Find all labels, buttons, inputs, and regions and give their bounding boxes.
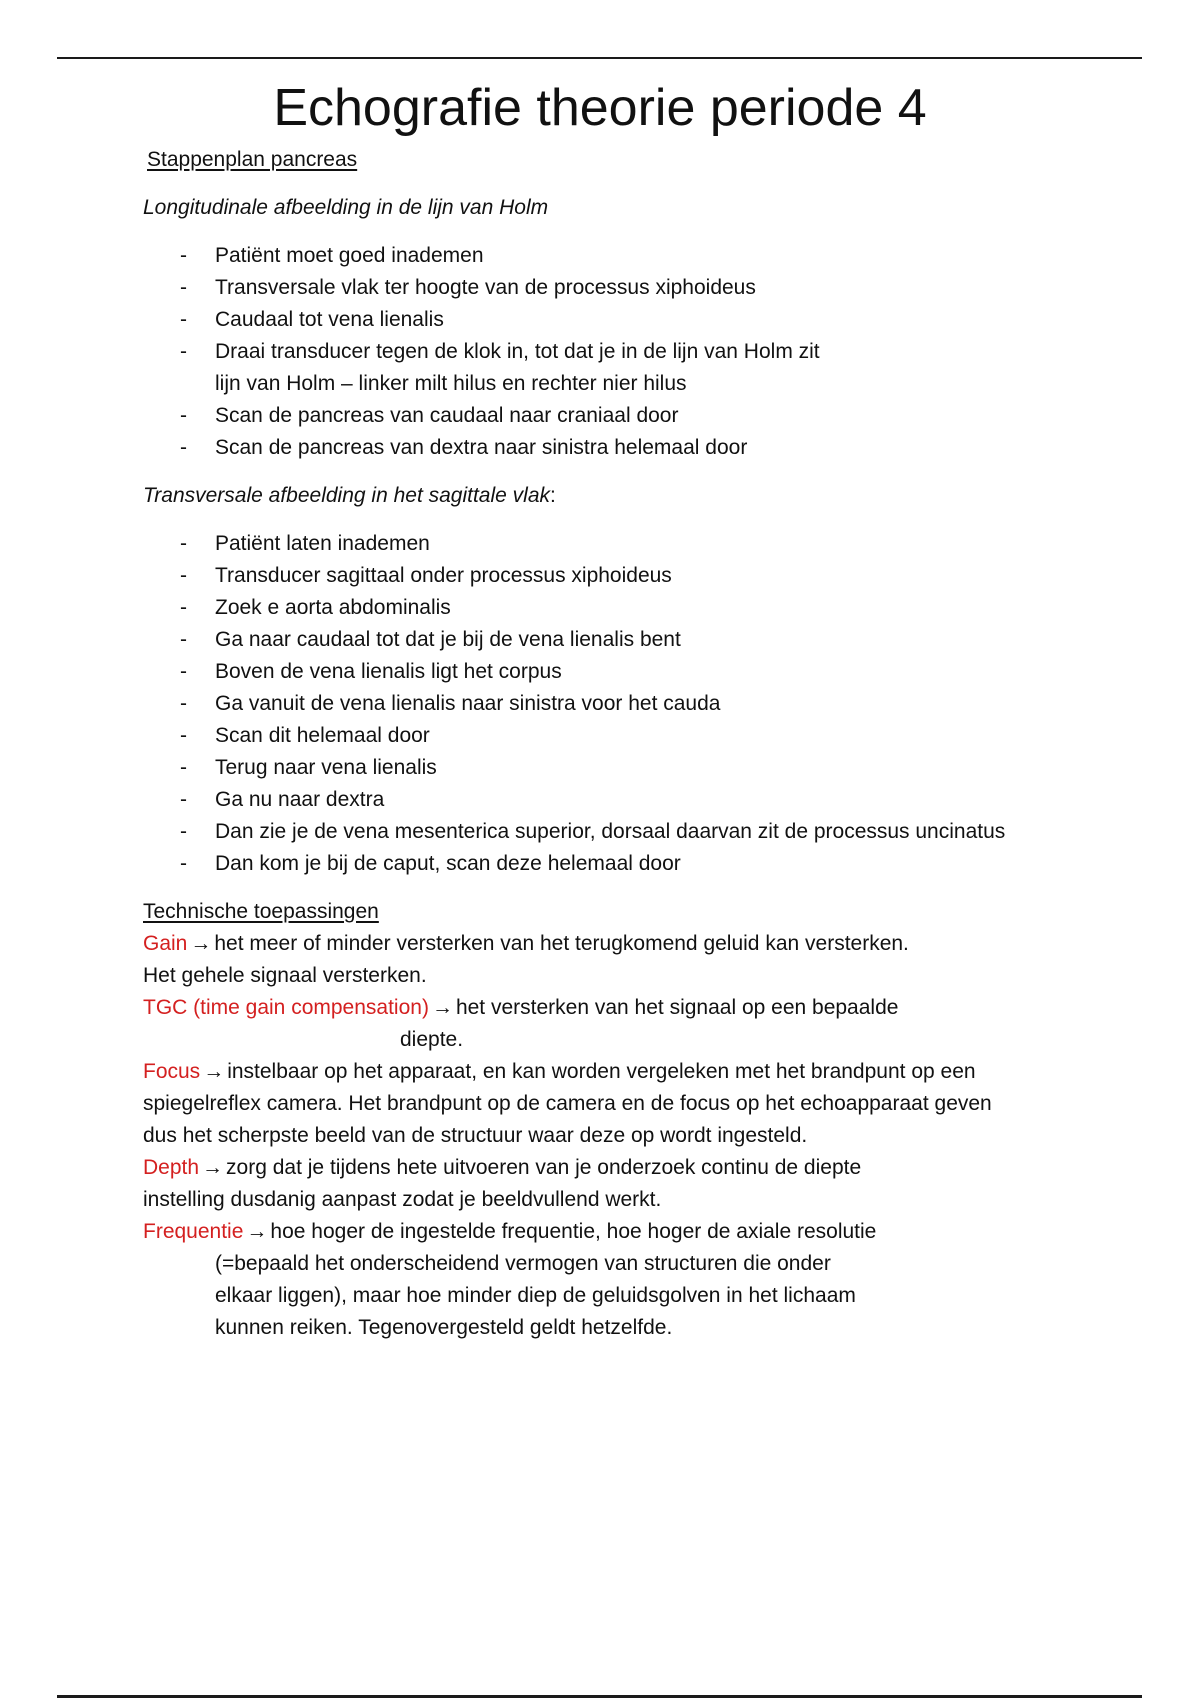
list-item: - Scan de pancreas van caudaal naar craniaal door: [143, 400, 1073, 432]
list-item: - Boven de vena lienalis ligt het corpus: [143, 656, 1073, 688]
definition-text: het meer of minder versterken van het terugkomend geluid kan versterken.: [214, 932, 909, 955]
definition-text: hoe hoger de ingestelde frequentie, hoe hoger de axiale resolutie: [270, 1220, 877, 1243]
list-item: - Scan dit helemaal door: [143, 720, 1073, 752]
definition-gain: [143, 928, 1073, 960]
list-item-continuation: lijn van Holm – linker milt hilus en rechter nier hilus: [215, 372, 687, 395]
definition-frequentie: [143, 1216, 1073, 1248]
term-tgc: TGC (time gain compensation): [143, 996, 429, 1019]
definition-text: dus het scherpste beeld van de structuur waar deze op wordt ingesteld.: [143, 1124, 808, 1147]
definition-text: instelbaar op het apparaat, en kan worden vergeleken met het brandpunt op een: [227, 1060, 976, 1083]
list-item: - Ga vanuit de vena lienalis naar sinistra voor het cauda: [143, 688, 1073, 720]
list-item: - Zoek e aorta abdominalis: [143, 592, 1073, 624]
arrow-right-icon: →: [202, 1156, 224, 1179]
list-item: - Dan kom je bij de caput, scan deze helemaal door: [143, 848, 1073, 880]
arrow-right-icon: →: [203, 1060, 225, 1083]
term-frequentie: Frequentie: [143, 1220, 244, 1243]
definition-text: elkaar liggen), maar hoe minder diep de geluidsgolven in het lichaam: [215, 1284, 856, 1307]
term-gain: Gain: [143, 932, 188, 955]
list-item: - Transversale vlak ter hoogte van de processus xiphoideus: [143, 272, 1073, 304]
list-item: - Scan de pancreas van dextra naar sinistra helemaal door: [143, 432, 1073, 464]
list-item: - Caudaal tot vena lienalis: [143, 304, 1073, 336]
list-item: - Patiënt laten inademen: [143, 528, 1073, 560]
subheading-transversale-label: Transversale afbeelding in het sagittale vlak: [143, 484, 551, 507]
list-item: - Patiënt moet goed inademen: [143, 240, 1073, 272]
list-item: - Terug naar vena lienalis: [143, 752, 1073, 784]
arrow-right-icon: →: [246, 1220, 268, 1243]
section-heading-stappenplan: Stappenplan pancreas: [147, 148, 358, 171]
definition-text: Het gehele signaal versterken.: [143, 964, 427, 987]
subheading-transversale: [143, 480, 1073, 512]
list-item: - Transducer sagittaal onder processus xiphoideus: [143, 560, 1073, 592]
page-title: Echografie theorie periode 4: [273, 79, 927, 137]
definition-text: kunnen reiken. Tegenovergesteld geldt hetzelfde.: [215, 1316, 673, 1339]
list-item: - Draai transducer tegen de klok in, tot dat je in de lijn van Holm zit: [143, 336, 1073, 368]
list-item: - Ga nu naar dextra: [143, 784, 1073, 816]
list-transversale: [143, 528, 1073, 880]
definition-depth: [143, 1152, 1073, 1184]
definition-text: zorg dat je tijdens hete uitvoeren van je onderzoek continu de diepte: [226, 1156, 862, 1179]
arrow-right-icon: →: [190, 932, 212, 955]
top-rule: [57, 57, 1142, 59]
definition-text: diepte.: [400, 1028, 464, 1051]
section-heading-technische: Technische toepassingen: [143, 900, 379, 923]
definition-tgc: [143, 992, 1073, 1024]
definition-text: (=bepaald het onderscheidend vermogen van structuren die onder: [215, 1252, 831, 1275]
document-body: [143, 144, 1073, 1344]
term-focus: Focus: [143, 1060, 201, 1083]
definition-text: spiegelreflex camera. Het brandpunt op de camera en de focus op het echoapparaat geven: [143, 1092, 992, 1115]
list-item: - Dan zie je de vena mesenterica superior, dorsaal daarvan zit de processus uncinatus: [143, 816, 1073, 848]
bottom-rule: [57, 1695, 1142, 1698]
definition-text: het versterken van het signaal op een bepaalde: [455, 996, 899, 1019]
list-item: - Ga naar caudaal tot dat je bij de vena lienalis bent: [143, 624, 1073, 656]
definition-focus: [143, 1056, 1073, 1088]
definition-text: instelling dusdanig aanpast zodat je beeldvullend werkt.: [143, 1188, 662, 1211]
subheading-longitudinale: Longitudinale afbeelding in de lijn van Holm: [143, 196, 549, 219]
list-longitudinale: [143, 240, 1073, 368]
subheading-colon: :: [550, 484, 556, 507]
list-longitudinale-cont: [143, 400, 1073, 464]
arrow-right-icon: →: [431, 996, 453, 1019]
term-depth: Depth: [143, 1156, 200, 1179]
